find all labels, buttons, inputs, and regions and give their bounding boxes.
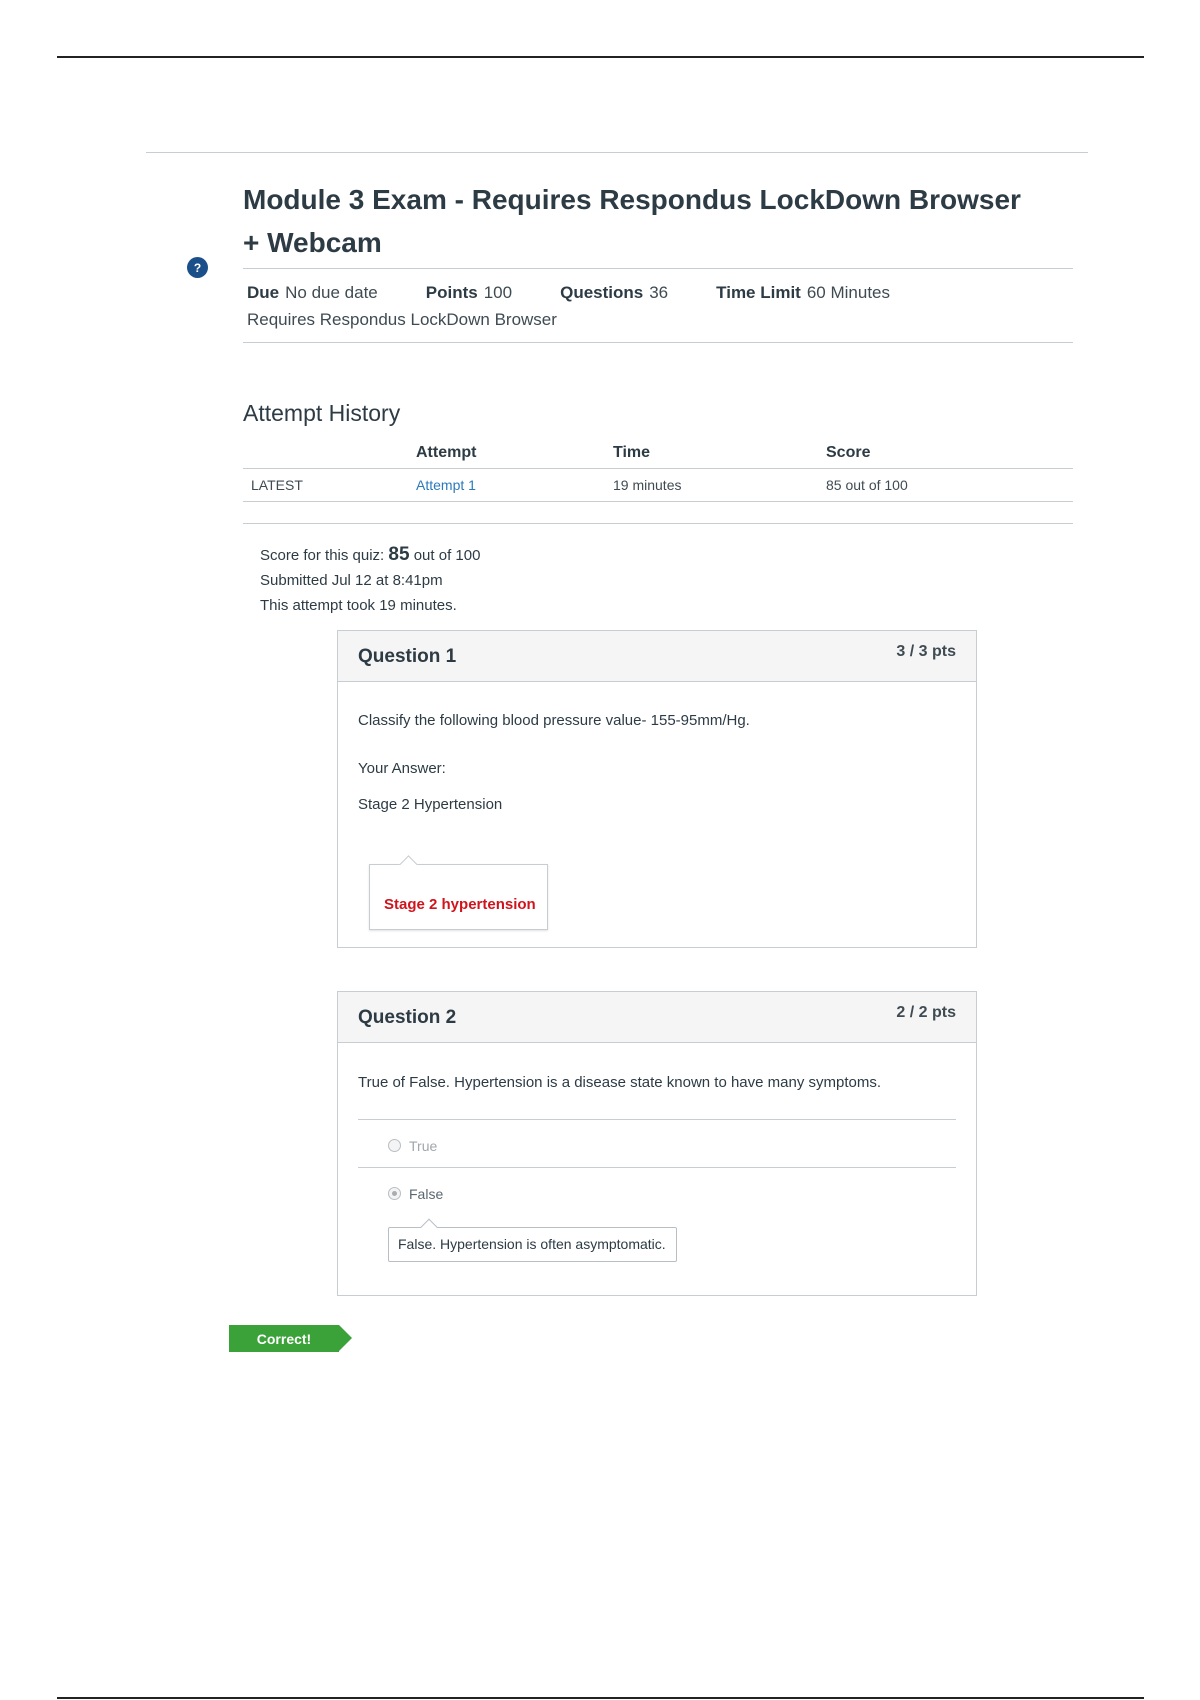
duration-line: This attempt took 19 minutes. xyxy=(260,597,457,614)
question-1-card xyxy=(337,630,977,948)
time-limit-detail: Time Limit 60 Minutes xyxy=(716,282,891,302)
correct-answer-box xyxy=(369,864,548,930)
false-radio[interactable] xyxy=(388,1187,401,1200)
attempt-history-heading: Attempt History xyxy=(243,400,401,426)
false-option-label: False xyxy=(409,1186,444,1202)
attempt-history-table xyxy=(243,442,1073,502)
question-2-card xyxy=(337,991,977,1296)
column-header-score: Score xyxy=(826,444,871,461)
option-divider xyxy=(358,1167,956,1168)
column-header-attempt: Attempt xyxy=(416,444,477,461)
question-1-title: Question 1 xyxy=(358,646,457,667)
questions-detail: Questions 36 xyxy=(560,282,669,302)
attempt-score: 85 out of 100 xyxy=(826,477,908,493)
lockdown-requirement: Requires Respondus LockDown Browser xyxy=(247,309,557,329)
score-summary xyxy=(260,542,480,618)
due-detail: Due No due date xyxy=(247,282,378,302)
column-header-time: Time xyxy=(613,444,651,461)
quiz-score-line: Score for this quiz: 85 out of 100 xyxy=(260,544,481,565)
answer-comment-text: False. Hypertension is often asymptomatic. xyxy=(398,1236,666,1252)
your-answer-value: Stage 2 Hypertension xyxy=(358,796,503,813)
true-radio[interactable] xyxy=(388,1139,401,1152)
latest-tag: LATEST xyxy=(251,477,303,493)
question-1-text: Classify the following blood pressure value- 155-95mm/Hg. xyxy=(358,712,750,729)
question-1-points: 3 / 3 pts xyxy=(896,643,956,660)
details-divider xyxy=(243,342,1073,343)
title-divider xyxy=(243,268,1073,269)
points-detail: Points 100 xyxy=(425,282,513,302)
correct-flag: Correct! xyxy=(229,1325,339,1352)
your-answer-label: Your Answer: xyxy=(358,760,446,777)
quiz-score-value: 85 xyxy=(388,544,410,565)
quiz-details xyxy=(247,279,890,333)
true-option-label: True xyxy=(409,1138,438,1154)
question-2-title: Question 2 xyxy=(358,1007,457,1028)
help-icon[interactable]: ? xyxy=(187,257,208,278)
history-divider xyxy=(243,523,1073,524)
quiz-results-page xyxy=(146,152,1088,1347)
column-header-tag xyxy=(243,442,416,469)
attempt-time: 19 minutes xyxy=(613,477,682,493)
option-divider xyxy=(358,1119,956,1120)
submitted-line: Submitted Jul 12 at 8:41pm xyxy=(260,572,443,589)
question-2-header xyxy=(338,992,976,1043)
question-1-header xyxy=(338,631,976,682)
question-2-text: True of False. Hypertension is a disease state known to have many symptoms. xyxy=(358,1074,882,1091)
answer-comment-box xyxy=(388,1227,677,1262)
correct-answer-text: Stage 2 hypertension xyxy=(384,896,536,913)
header-divider xyxy=(146,152,1088,153)
table-row xyxy=(243,469,1073,502)
page-title: Module 3 Exam - Requires Respondus LockDown Browser + Webcam xyxy=(243,184,1021,258)
table-header-row xyxy=(243,442,1073,469)
page-bottom-rule xyxy=(57,1697,1144,1699)
attempt-link[interactable]: Attempt 1 xyxy=(416,477,476,493)
question-2-points: 2 / 2 pts xyxy=(896,1004,956,1021)
page-top-rule xyxy=(57,56,1144,58)
